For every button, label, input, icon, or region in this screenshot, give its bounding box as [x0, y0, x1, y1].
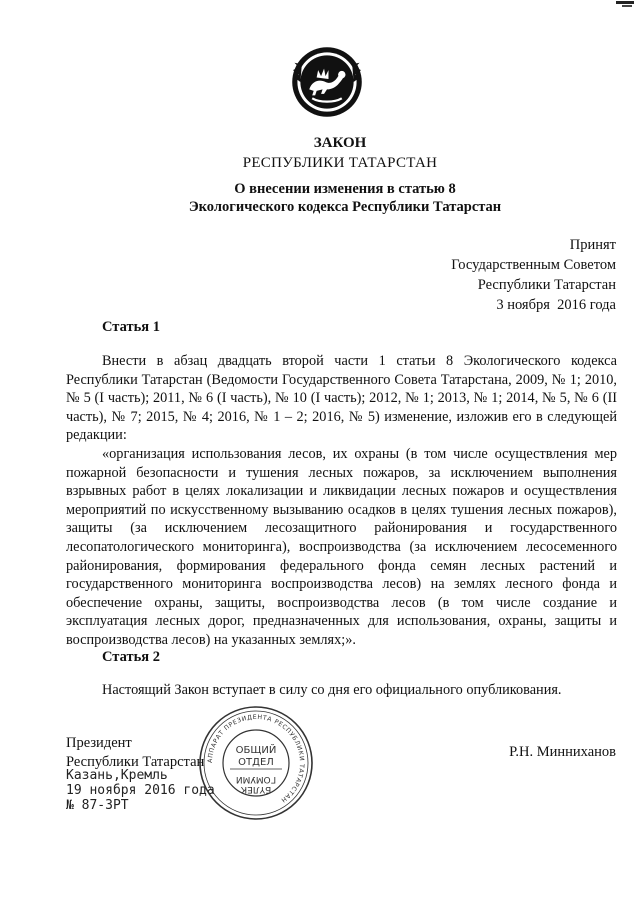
law-number: № 87-ЗРТ — [66, 798, 129, 813]
position-line1: Президент — [66, 735, 132, 751]
official-stamp — [196, 703, 316, 823]
article1-heading: Статья 1 — [102, 319, 160, 335]
position-line2: Республики Татарстан — [66, 754, 205, 770]
place-date-number — [66, 768, 215, 813]
document-title: ЗАКОН — [313, 135, 367, 151]
stamp-ring-text: АППАРАТ ПРЕЗИДЕНТА РЕСПУБЛИКИ ТАТАРСТАН — [206, 713, 306, 804]
adoption-block — [451, 235, 616, 315]
coat-of-arms-emblem — [290, 45, 364, 119]
stamp-center-line3: ГОМУМИ — [235, 774, 277, 784]
date: 19 ноября 2016 года — [66, 783, 215, 798]
adoption-line1: Принят — [569, 237, 616, 253]
article2-heading: Статья 2 — [102, 649, 160, 665]
scan-corner-mark — [614, 0, 636, 10]
article1-quote: «организация использования лесов, их охраны (в том числе осуществления мер пожарной безопасности и тушения лесных пожаров, за исключением выполнения взрывных работ в целях локализации и ликвидации лесных пожаров и осуществления мероприятий по искусственному вызыванию осадков в целях тушения лесных пожаров), защиты (за исключением лесозащитного районирования и государственного лесопатологического мониторинга), воспроизводства (за исключением лесосеменного районирования, формирования федерального фонда семян лесных растений и государственного мониторинга воспроизводства лесов) на землях лесного фонда и обеспечение охраны, защиты, воспроизводства лесов (в том числе создание и эксплуатация лесных дорог, предназначенных для использования, охраны, защиты и воспроизводства лесов) на указанных землях;». — [66, 446, 617, 648]
adoption-date: 3 ноября 2016 года — [496, 297, 616, 313]
law-name-line1: О внесении изменения в статью 8 — [234, 181, 456, 197]
signatory-name: Р.Н. Минниханов — [509, 744, 616, 760]
article1-text: Внести в абзац двадцать второй части 1 статьи 8 Экологического кодекса Республики Татарстан (Ведомости Государственного Совета Татарстана, 2009, № 1; 2010, № 5 (I часть); 2011, № 6 (I часть), № 10 (I часть); 2012, № 1; 2013, № 1; 2014, № 5, № 6 (II часть), № 7; 2015, № 4; 2016, № 1 – 2; 2016, № 5) изменение, изложив его в следующей редакции: — [66, 353, 617, 444]
law-name-line2: Экологического кодекса Республики Татарстан — [188, 199, 502, 215]
stamp-center-line1: ОБЩИЙ — [235, 745, 277, 756]
signatory-position — [66, 734, 204, 772]
article2-text: Настоящий Закон вступает в силу со дня его официального опубликования. — [102, 682, 562, 698]
stamp-center-line2: ОТДЕЛ — [238, 757, 274, 768]
adoption-line2: Государственным Советом — [451, 257, 616, 273]
place: Казань,Кремль — [66, 768, 168, 783]
stamp-center-line4: БҮЛЕК — [240, 784, 272, 794]
document-subtitle: РЕСПУБЛИКИ ТАТАРСТАН — [242, 155, 438, 171]
adoption-line3: Республики Татарстан — [477, 277, 616, 293]
